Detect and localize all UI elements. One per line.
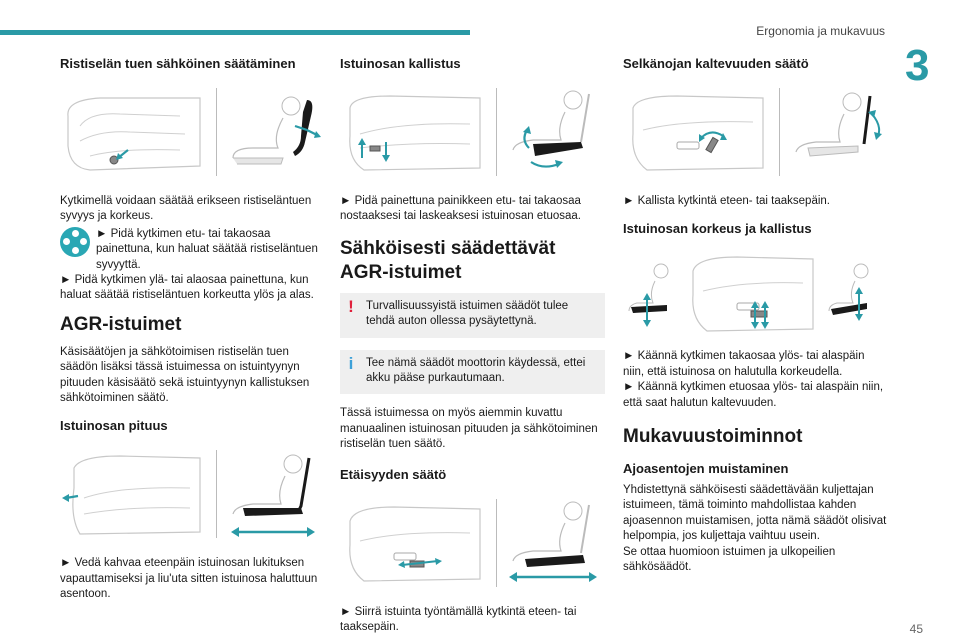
backrest-text: ► Kallista kytkintä eteen- tai taaksepäin. xyxy=(623,195,830,207)
heading-backrest: Selkänojan kaltevuuden säätö xyxy=(623,56,809,71)
seat-side-illustration xyxy=(60,86,210,178)
warning-text: Turvallisuussyistä istuimen säädöt tulee tehdä auton ollessa pysäytettynä. xyxy=(366,299,569,328)
column-3 xyxy=(623,56,888,584)
figure-backrest xyxy=(623,86,888,178)
page-number: 45 xyxy=(909,622,923,636)
lumbar-text-1: Kytkimellä voidaan säätää erikseen ristiseläntuen syvyys ja korkeus. xyxy=(60,195,312,223)
figure-lumbar xyxy=(60,86,325,178)
lumbar-text-2: ► Pidä kytkimen etu- tai takaosaa painettuna, kun haluat säätää ristiseläntuen syvyyttä. xyxy=(96,227,318,271)
agr-text: Käsisäätöjen ja sähkötoimisen ristiselän tuen säädön lisäksi tässä istuimessa on istuintyynyn pituuden käsisäätö sekä istuintyynyn kallistuksen sähkötoiminen säätö. xyxy=(60,345,310,405)
seated-person-lumbar-illustration xyxy=(223,86,323,178)
heading-distance: Etäisyyden säätö xyxy=(340,466,447,482)
seat-height-illustration xyxy=(683,247,823,339)
figure-distance xyxy=(340,497,605,589)
heading-lumbar: Ristiselän tuen sähköinen säätäminen xyxy=(60,56,296,71)
info-icon: i xyxy=(348,353,354,373)
memory-text-1: Yhdistettynä sähköisesti säädettävään kuljettajan istuimeen, tämä toiminto mahdollistaa kahden ajoasennon muistamisen, jotta nämä säädöt olisivat helpompia, jos kuljettaja vaihtuu usein. xyxy=(623,484,887,543)
seated-person-distance-illustration xyxy=(503,497,603,589)
seat-distance-illustration xyxy=(340,497,490,589)
height-text-1: ► Käännä kytkimen takaosaa ylös- tai alaspäin niin, että istuinosa on halutulla korkeudella. xyxy=(623,350,865,378)
seated-person-length-illustration xyxy=(223,448,323,540)
tilt-text: ► Pidä painettuna painikkeen etu- tai takaosaa nostaaksesi tai laskeaksesi istuinosan etuosaa. xyxy=(340,195,582,223)
heading-memory: Ajoasentojen muistaminen xyxy=(623,461,789,477)
seat-tilt-illustration xyxy=(340,86,490,178)
warning-icon: ! xyxy=(348,296,354,316)
figure-seat-tilt xyxy=(340,86,605,178)
seat-backrest-illustration xyxy=(623,86,773,178)
four-way-switch-icon xyxy=(60,227,90,257)
figure-divider xyxy=(216,88,217,176)
heading-comfort: Mukavuustoiminnot xyxy=(623,426,803,448)
seated-person-tilt-illustration xyxy=(503,86,603,178)
header-accent-bar xyxy=(0,30,470,35)
figure-divider xyxy=(496,499,497,587)
memory-text-2: Se ottaa huomioon istuimen ja ulkopeilien sähkösäädöt. xyxy=(623,545,836,574)
seated-person-height-right-illustration xyxy=(823,247,883,339)
height-text-2: ► Käännä kytkimen etuosaa ylös- tai alaspäin niin, että saat halutun kaltevuuden. xyxy=(623,381,884,409)
column-1 xyxy=(60,56,325,612)
column-2 xyxy=(340,56,605,640)
heading-agr-seats: AGR-istuimet xyxy=(60,313,182,335)
figure-divider xyxy=(216,450,217,538)
heading-height: Istuinosan korkeus ja kallistus xyxy=(623,221,812,237)
seated-person-height-left-illustration xyxy=(623,247,683,339)
figure-divider xyxy=(496,88,497,176)
lumbar-control-row xyxy=(60,227,325,273)
figure-divider xyxy=(779,88,780,176)
chapter-number: 3 xyxy=(905,41,930,90)
info-text: Tee nämä säädöt moottorin käydessä, ettei akku pääse purkautumaan. xyxy=(366,356,586,385)
electric-agr-text: Tässä istuimessa on myös aiemmin kuvattu manuaalinen istuinosan pituuden ja sähkötoiminen ristiselän tuen säätö. xyxy=(340,407,598,451)
heading-seat-tilt: Istuinosan kallistus xyxy=(340,56,461,71)
figure-seat-length xyxy=(60,448,325,540)
info-note xyxy=(340,350,605,395)
section-title: Ergonomia ja mukavuus xyxy=(756,24,885,38)
seated-person-backrest-illustration xyxy=(786,86,886,178)
seat-length-illustration xyxy=(60,448,210,540)
heading-electric-agr: Sähköisesti säädettävät AGR-istuimet xyxy=(340,237,556,283)
length-text: ► Vedä kahvaa eteenpäin istuinosan lukituksen vapauttamiseksi ja liu'uta sitten istuinosa haluttuun asentoon. xyxy=(60,557,318,601)
heading-seat-length: Istuinosan pituus xyxy=(60,418,168,434)
lumbar-text-3: ► Pidä kytkimen ylä- tai alaosaa painettuna, kun haluat säätää ristiseläntuen korkeutta ylös ja alas. xyxy=(60,274,314,302)
warning-note xyxy=(340,293,605,338)
figure-height xyxy=(623,247,888,339)
distance-text: ► Siirrä istuinta työntämällä kytkintä eteen- tai taaksepäin. xyxy=(340,605,577,634)
